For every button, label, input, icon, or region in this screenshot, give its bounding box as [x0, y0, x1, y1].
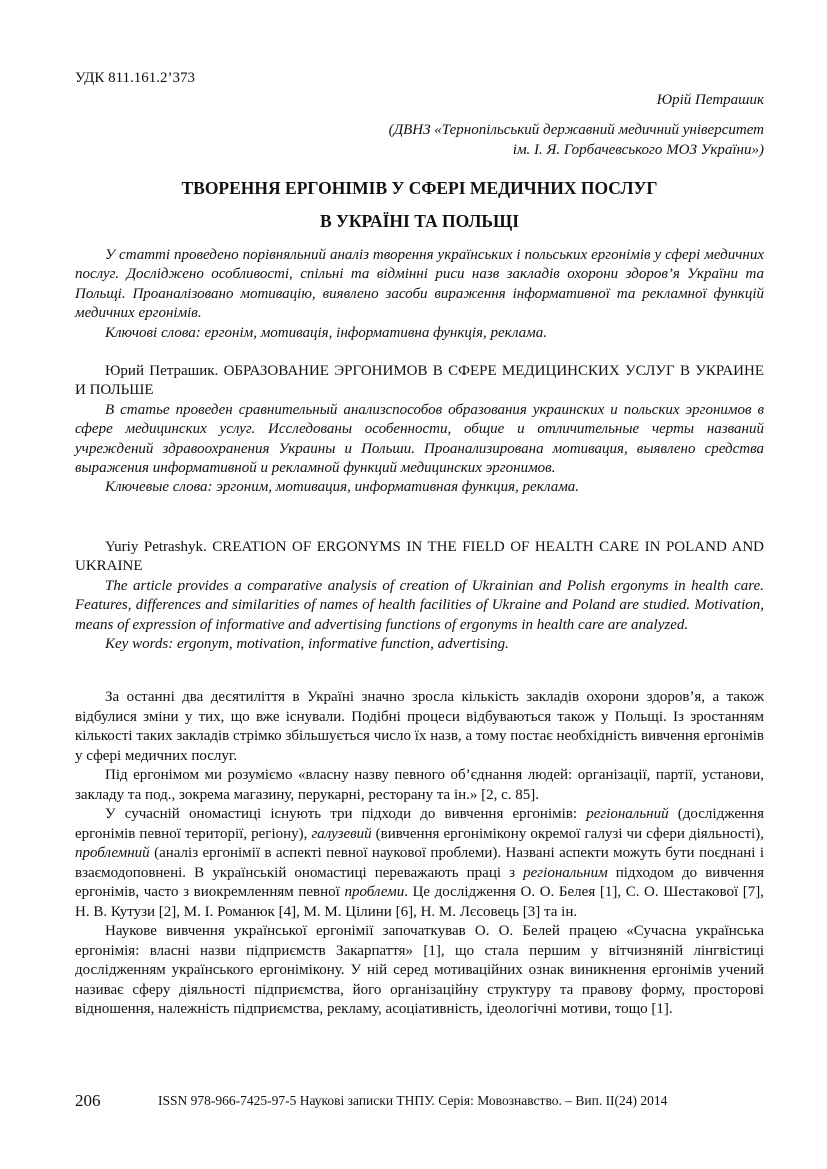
p3-text-a: У сучасній ономастиці існують три підходи до вивчення ергонімів: — [105, 806, 587, 822]
affiliation-line-2: ім. І. Я. Горбачевського МОЗ України») — [512, 142, 764, 158]
abstract-ru-heading: Юрий Петрашик. ОБРАЗОВАНИЕ ЭРГОНИМОВ В СФЕРЕ МЕДИЦИНСКИХ УСЛУГ В УКРАИНЕ И ПОЛЬШЕ — [75, 363, 764, 399]
affiliation-line-1: (ДВНЗ «Тернопільський державний медичний університет — [388, 122, 764, 138]
abstract-en-text: The article provides a comparative analysis of creation of Ukrainian and Polish ergonyms in health care. Features, differences and similarities of names of health facilities of Ukraine and Poland are studied. Motivation, means of expression of informative and advertising functions of ergonyms in health care are analyzed. — [75, 577, 764, 633]
article-body — [75, 688, 764, 1020]
p3-text-c: (дослідження ергонімів певної території, регіону), — [75, 806, 764, 842]
body-paragraph-4: Наукове вивчення української ергонімії започаткував О. О. Белей працею «Сучасна українська ергонімія: власні назви підприємств Закарпаття» [1], що стала першим у вітчизняній лінгвістиці дослідженням українського ергонімікону. У ній серед мотиваційних ознак виникнення ергонімів учений називає сферу діяльності підприємства, його організаційну структуру та правову форму, просторові відношення, належність підприємства, рекламу, асоціативність, ідеологічні мотиви, тощо [1]. — [75, 923, 764, 1017]
body-paragraph-1: За останні два десятиліття в Україні значно зросла кількість закладів охорони здоров’я, а також відбулися зміни у тих, що вже існували. Подібні процеси відбуваються також у Польщі. Із зростанням кількості таких закладів стрімко збільшується число їх назв, а тому постає необхідність вивчення ергонімів у сфері медичних послуг. — [75, 689, 764, 764]
abstract-russian — [75, 362, 764, 498]
abstract-ru-text: В статье проведен сравнительный анализспособов образования украинских и польских эргонимов в сфере медицинских услуг. Исследованы особенности, общие и отличительные черты названий учреждений здравоохранения Украины и Польши. Проанализирована мотивация, выявлено средства выражения информативной и рекламной функций медицинских эргонимов. — [75, 401, 764, 477]
p3-term-problem: проблемний — [75, 845, 150, 861]
keywords-ru: Ключевые слова: эргоним, мотивация, информативная функция, реклама. — [105, 479, 580, 496]
p3-text-k: . Це дослідження О. О. Белея [1], С. О. Шестакової [7], Н. В. Кутузи [2], М. І. Романюк [4], М. М. Цілини [6], Н. М. Лєсовець [3] та ін. — [75, 884, 765, 920]
abstract-english — [75, 538, 764, 654]
udk-code: УДК 811.161.2’373 — [75, 70, 196, 86]
paper-title-line-2: В УКРАЇНІ ТА ПОЛЬЩІ — [319, 211, 520, 231]
author-affiliation — [389, 120, 764, 160]
page-number: 206 — [75, 1091, 101, 1110]
abstract-en-heading: Yuriy Petrashyk. CREATION OF ERGONYMS IN THE FIELD OF HEALTH CARE IN POLAND AND UKRAINE — [75, 539, 764, 575]
keywords-en: Key words: ergonym, motivation, informative function, advertising. — [105, 636, 509, 653]
p3-text-i: підходом до вивчення ергонімів, часто з виокремленням певної — [75, 864, 764, 900]
journal-citation: ISSN 978-966-7425-97-5 Наукові записки ТНПУ. Серія: Мовознавство. – Вип. ІІ(24) 2014 — [158, 1093, 668, 1108]
p3-text-g: (аналіз ергонімії в аспекті певної наукової проблеми). Названі аспекти можуть бути поєднані і взаємодоповнені. В українській ономастиці переважають праці з — [75, 845, 764, 881]
p3-term-branch: галузевий — [311, 825, 372, 842]
p3-term-regional: регіональний — [586, 806, 669, 822]
p3-text-e: (вивчення ергонімікону окремої галузі чи сфери діяльності), — [371, 825, 765, 842]
keywords-ua: Ключові слова: ергонім, мотивація, інформативна функція, реклама. — [105, 324, 547, 341]
author-name: Юрій Петрашик — [656, 92, 764, 108]
abstract-ua-text: У статті проведено порівняльний аналіз творення українських і польських ергонімів у сфері медичних послуг. Досліджено особливості, спільні та відмінні риси назв закладів охорони здоров’я України та Польщі. Проаналізовано мотивацію, виявлено засоби вираження інформативної та рекламної функцій медичних ергонімів. — [75, 247, 764, 322]
abstract-ukrainian — [75, 246, 764, 343]
body-paragraph-2: Під ергонімом ми розуміємо «власну назву певного об’єднання людей: організації, партії, установи, закладу та под., зокрема магазину, перукарні, ресторану та ін.» [2, с. 85]. — [75, 767, 764, 803]
p3-term-problem-2: проблеми — [344, 884, 405, 900]
p3-term-regional-2: регіональним — [523, 864, 608, 881]
paper-title-line-1: ТВОРЕННЯ ЕРГОНІМІВ У СФЕРІ МЕДИЧНИХ ПОСЛУГ — [181, 178, 658, 198]
body-paragraph-3 — [75, 805, 764, 922]
